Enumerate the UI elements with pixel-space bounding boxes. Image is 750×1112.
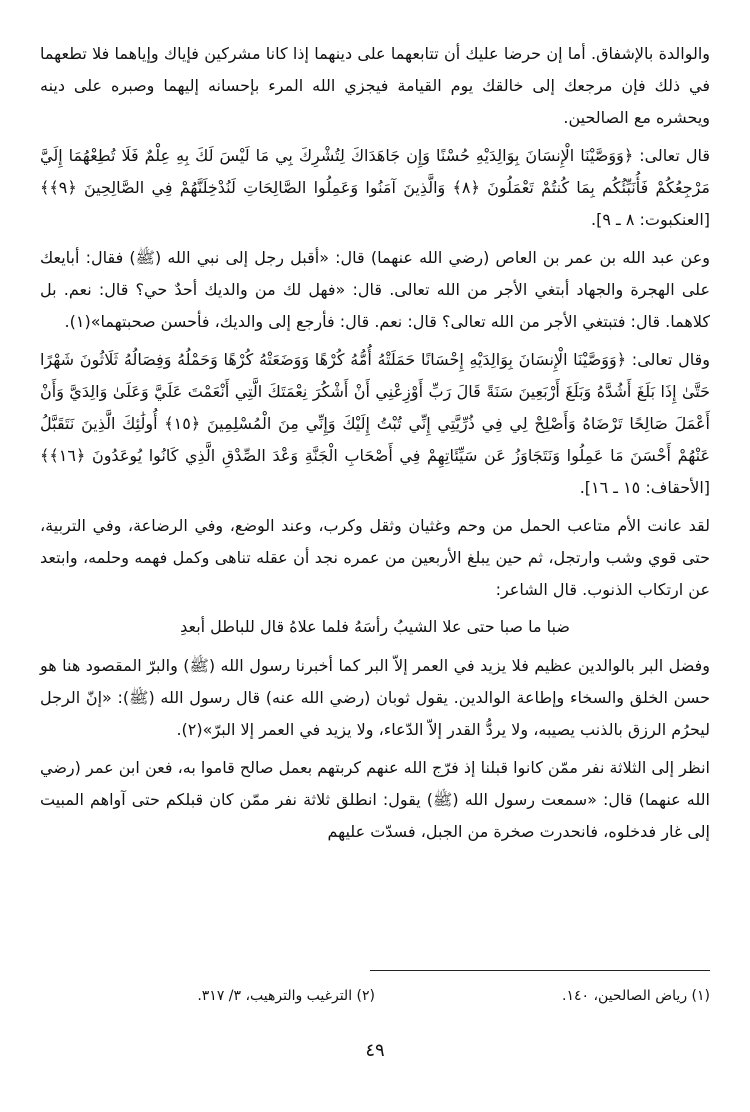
footnote-1: (١) رياض الصالحين، ١٤٠. (562, 988, 710, 1004)
page-body (40, 38, 710, 854)
quran-ankabut: قال تعالى: ﴿وَوَصَّيْنَا الْإِنسَانَ بِوَالِدَيْهِ حُسْنًا وَإِن جَاهَدَاكَ لِتُشْرِكَ بِي مَا لَيْسَ لَكَ بِهِ عِلْمٌ فَلَا تُطِعْهُمَا إِلَيَّ مَرْجِعُكُمْ فَأُنَبِّئُكُم بِمَا كُنتُمْ تَعْمَلُونَ ﴿٨﴾ وَالَّذِينَ آمَنُوا وَعَمِلُوا الصَّالِحَاتِ لَنُدْخِلَنَّهُمْ فِي الصَّالِحِينَ ﴿٩﴾﴾ [العنكبوت: ٨ ـ ٩]. (40, 146, 711, 229)
paragraph-mother: لقد عانت الأم متاعب الحمل من وحم وغثيان وثقل وكرب، وعند الوضع، وفي الرضاعة، وفي التربية، حتى قوي وشب وارتجل، ثم حين يبلغ الأربعين من عمره نجد أن عقله تناهى وكمل فهمه وحلمه، وابتعد عن ارتكاب الذنوب. قال الشاعر: (40, 516, 710, 599)
quran-ahqaf: وقال تعالى: ﴿وَوَصَّيْنَا الْإِنسَانَ بِوَالِدَيْهِ إِحْسَانًا حَمَلَتْهُ أُمُّهُ كُرْهًا وَوَضَعَتْهُ كُرْهًا وَحَمْلُهُ وَفِصَالُهُ ثَلَاثُونَ شَهْرًا حَتَّىٰ إِذَا بَلَغَ أَشُدَّهُ وَبَلَغَ أَرْبَعِينَ سَنَةً قَالَ رَبِّ أَوْزِعْنِي أَنْ أَشْكُرَ نِعْمَتَكَ الَّتِي أَنْعَمْتَ عَلَيَّ وَعَلَىٰ وَالِدَيَّ وَأَنْ أَعْمَلَ صَالِحًا تَرْضَاهُ وَأَصْلِحْ لِي فِي ذُرِّيَّتِي إِنِّي تُبْتُ إِلَيْكَ وَإِنِّي مِنَ الْمُسْلِمِينَ ﴿١٥﴾ أُولَٰئِكَ الَّذِينَ نَتَقَبَّلُ عَنْهُمْ أَحْسَنَ مَا عَمِلُوا وَنَتَجَاوَزُ عَن سَيِّئَاتِهِمْ فِي أَصْحَابِ الْجَنَّةِ وَعْدَ الصِّدْقِ الَّذِي كَانُوا يُوعَدُونَ ﴿١٦﴾﴾ [الأحقاف: ١٥ ـ ١٦]. (40, 350, 710, 497)
hadith-abdullah: وعن عبد الله بن عمر بن العاص (رضي الله عنهما) قال: «أقبل رجل إلى نبي الله (ﷺ) فقال: أبايعك على الهجرة والجهاد أبتغي الأجر من الله تعالى. قال: «فهل لك من والديك أحدٌ حي؟ قال: نعم. بل كلاهما. قال: فتبتغي الأجر من الله تعالى؟ قال: نعم. قال: فأرجع إلى والديك، فأحسن صحبتهما»(١). (40, 248, 710, 331)
footnotes (40, 988, 710, 1004)
paragraph-birr: وفضل البر بالوالدين عظيم فلا يزيد في العمر إلاّ البر كما أخبرنا رسول الله (ﷺ) والبرّ المقصود هنا هو حسن الخلق والسخاء وإطاعة الوالدين. يقول ثوبان (رضي الله عنه) قال رسول الله (ﷺ): «إنّ الرجل ليحرُم الرزق بالذنب يصيبه، ولا يردُّ القدر إلاّ الدّعاء، ولا يزيد في العمر إلا البرّ»(٢). (40, 656, 710, 739)
paragraph-intro: والوالدة بالإشفاق. أما إن حرضا عليك أن تتابعهما على دينهما إذا كانا مشركين فإياك وإياهما فلا تطعهما في ذلك فإن مرجعك إلى خالقك يوم القيامة فيجزي الله المرء بإحسانه إليهما وصبره على دينه ويحشره مع الصالحين. (40, 44, 710, 127)
paragraph-three-men: انظر إلى الثلاثة نفر ممّن كانوا قبلنا إذ فرّج الله عنهم كربتهم بعمل صالح قاموا به، فعن ابن عمر (رضي الله عنهما) قال: «سمعت رسول الله (ﷺ) يقول: انطلق ثلاثة نفر ممّن كان قبلكم حتى آواهم المبيت إلى غار فدخلوه، فانحدرت صخرة من الجبل، فسدّت عليهم (40, 758, 710, 841)
poetry-verse: ضبا ما صبا حتى علا الشيبُ رأسَهُ فلما علاهُ قال للباطل أبعدِ (180, 617, 570, 636)
footnote-2: (٢) الترغيب والترهيب، ٣/ ٣١٧. (197, 988, 375, 1004)
footnote-divider (370, 970, 710, 971)
page-number: ٤٩ (365, 1040, 385, 1061)
